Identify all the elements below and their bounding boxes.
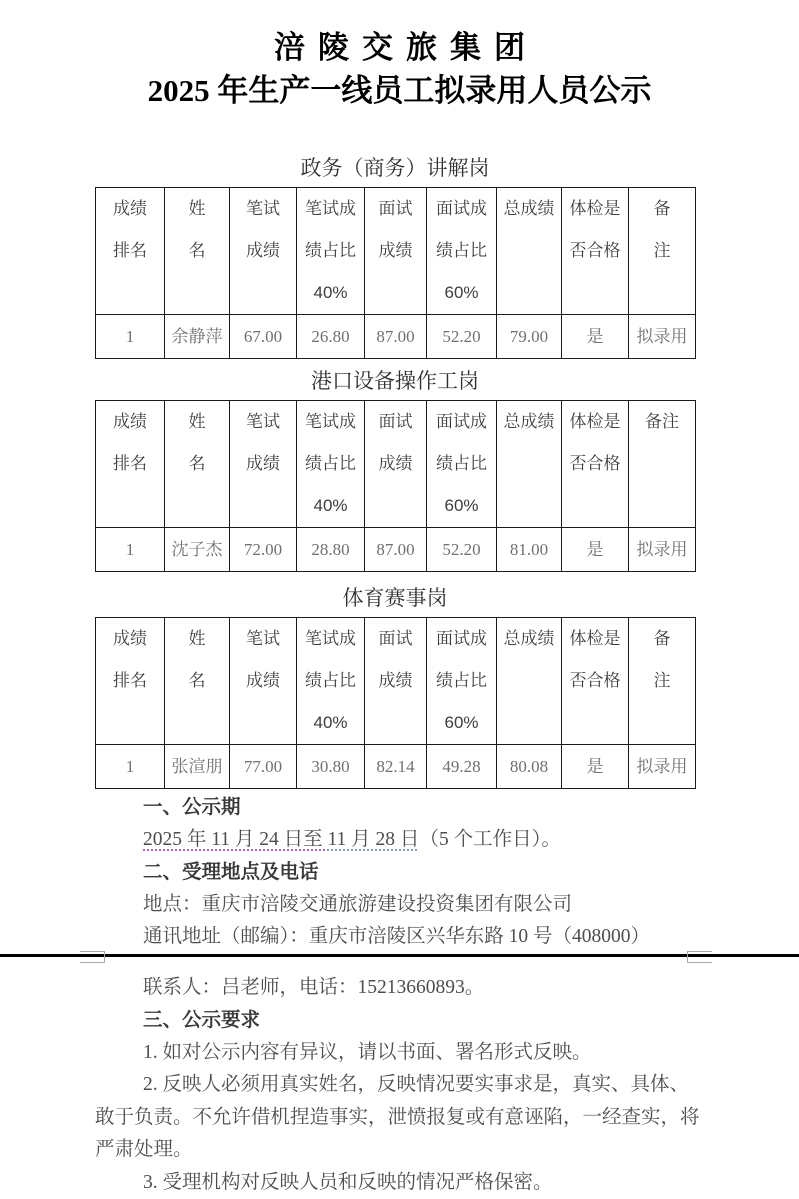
header-cell-line: 面试 xyxy=(365,618,426,660)
header-cell xyxy=(497,401,562,528)
header-cell-line: 排名 xyxy=(96,443,164,485)
header-cell xyxy=(562,401,629,528)
notice-paragraph: 联系人：吕老师，电话：15213660893。 xyxy=(95,972,703,1005)
header-cell-line: 绩占比 xyxy=(427,443,496,485)
header-cell xyxy=(365,188,427,315)
score-table xyxy=(95,187,696,359)
table-cell: 1 xyxy=(96,528,165,572)
table-cell: 67.00 xyxy=(230,315,297,359)
header-cell-line: 40% xyxy=(297,485,364,527)
header-cell-line: 成绩 xyxy=(365,660,426,702)
header-cell-line: 体检是 xyxy=(562,618,628,660)
header-cell xyxy=(96,401,165,528)
page-margin-marker-right-icon xyxy=(687,951,712,963)
table-cell: 87.00 xyxy=(365,528,427,572)
table-cell: 余静萍 xyxy=(165,315,230,359)
header-cell-line: 面试成 xyxy=(427,188,496,230)
header-cell-line: 成绩 xyxy=(365,443,426,485)
table-cell: 30.80 xyxy=(297,745,365,789)
notice-paragraph: 2. 反映人必须用真实姓名，反映情况要实事求是，真实、具体、敢于负责。不允许借机捏造事实，泄愤报复或有意诬陷，一经查实，将严肃处理。 xyxy=(95,1069,703,1167)
table-cell: 77.00 xyxy=(230,745,297,789)
notice-heading: 一、公示期 xyxy=(95,791,703,824)
table-cell: 是 xyxy=(562,315,629,359)
notice-paragraph: 通讯地址（邮编）：重庆市涪陵区兴华东路 10 号（408000） xyxy=(95,921,703,954)
table-cell: 沈子杰 xyxy=(165,528,230,572)
header-cell xyxy=(165,401,230,528)
header-cell-line: 体检是 xyxy=(562,401,628,443)
header-cell-line: 40% xyxy=(297,702,364,744)
header-cell-line: 面试 xyxy=(365,188,426,230)
page-break xyxy=(0,954,799,972)
header-cell-line: 备 xyxy=(629,618,695,660)
header-cell-line: 备 xyxy=(629,188,695,230)
header-cell-line: 40% xyxy=(297,272,364,314)
notice-paragraph: 1. 如对公示内容有异议，请以书面、署名形式反映。 xyxy=(95,1037,703,1070)
header-cell-line: 笔试 xyxy=(230,618,296,660)
header-cell-line: 排名 xyxy=(96,230,164,272)
header-cell xyxy=(165,188,230,315)
notice-paragraph: 地点：重庆市涪陵交通旅游建设投资集团有限公司 xyxy=(95,889,703,922)
header-cell xyxy=(230,618,297,745)
header-cell-line: 姓 xyxy=(165,401,229,443)
table-cell: 52.20 xyxy=(427,528,497,572)
header-cell xyxy=(365,401,427,528)
underlined-date: 2025 年 11 月 24 日至 xyxy=(143,829,328,850)
header-cell xyxy=(562,618,629,745)
header-cell-line: 面试成 xyxy=(427,401,496,443)
notice-heading: 三、公示要求 xyxy=(95,1004,703,1037)
header-cell xyxy=(297,618,365,745)
table-row xyxy=(96,315,696,359)
header-cell-line: 名 xyxy=(165,443,229,485)
header-cell-line: 否合格 xyxy=(562,660,628,702)
header-cell-line: 成绩 xyxy=(96,401,164,443)
doc-title-line1: 涪陵交旅集团 xyxy=(0,26,799,69)
header-cell xyxy=(497,188,562,315)
header-cell xyxy=(629,401,696,528)
header-cell-line: 绩占比 xyxy=(297,443,364,485)
header-cell xyxy=(365,618,427,745)
notice-paragraph xyxy=(95,824,703,857)
table-cell: 72.00 xyxy=(230,528,297,572)
table-title: 政务（商务）讲解岗 xyxy=(95,154,695,184)
header-cell-line: 60% xyxy=(427,272,496,314)
header-cell-line: 总成绩 xyxy=(497,618,561,660)
header-cell xyxy=(427,401,497,528)
notice-paragraph: 3. 受理机构对反映人员和反映的情况严格保密。 xyxy=(95,1167,703,1199)
header-cell-line: 成绩 xyxy=(96,618,164,660)
header-cell-line: 绩占比 xyxy=(297,230,364,272)
job-section xyxy=(95,367,695,572)
table-cell: 26.80 xyxy=(297,315,365,359)
header-cell-line: 成绩 xyxy=(365,230,426,272)
header-cell xyxy=(297,401,365,528)
table-cell: 79.00 xyxy=(497,315,562,359)
header-cell-line: 注 xyxy=(629,660,695,702)
table-cell: 87.00 xyxy=(365,315,427,359)
doc-title xyxy=(0,0,799,112)
header-cell-line: 姓 xyxy=(165,618,229,660)
table-title: 体育赛事岗 xyxy=(95,584,695,614)
header-cell-line: 笔试成 xyxy=(297,618,364,660)
table-title: 港口设备操作工岗 xyxy=(95,367,695,397)
table-row xyxy=(96,745,696,789)
header-cell-line: 姓 xyxy=(165,188,229,230)
table-header-row xyxy=(96,401,696,528)
notice-heading: 二、受理地点及电话 xyxy=(95,856,703,889)
header-cell-line: 绩占比 xyxy=(297,660,364,702)
header-cell-line: 注 xyxy=(629,230,695,272)
header-cell-line: 成绩 xyxy=(230,230,296,272)
header-cell-line: 笔试 xyxy=(230,401,296,443)
table-cell: 80.08 xyxy=(497,745,562,789)
page-margin-marker-left-icon xyxy=(80,951,105,963)
header-cell-line: 成绩 xyxy=(230,443,296,485)
text-run: （5 个工作日）。 xyxy=(419,829,560,850)
header-cell-line: 名 xyxy=(165,660,229,702)
table-header-row xyxy=(96,188,696,315)
header-cell xyxy=(427,188,497,315)
table-cell: 拟录用 xyxy=(629,528,696,572)
header-cell xyxy=(230,401,297,528)
table-cell: 是 xyxy=(562,745,629,789)
table-cell: 49.28 xyxy=(427,745,497,789)
header-cell-line: 笔试成 xyxy=(297,188,364,230)
header-cell-line: 总成绩 xyxy=(497,188,561,230)
header-cell-line: 面试 xyxy=(365,401,426,443)
underlined-date: 11 月 28 日 xyxy=(328,829,420,850)
table-cell: 28.80 xyxy=(297,528,365,572)
header-cell-line: 60% xyxy=(427,485,496,527)
header-cell xyxy=(562,188,629,315)
header-cell xyxy=(497,618,562,745)
header-cell xyxy=(230,188,297,315)
header-cell-line: 体检是 xyxy=(562,188,628,230)
header-cell-line: 成绩 xyxy=(230,660,296,702)
header-cell xyxy=(427,618,497,745)
table-cell: 拟录用 xyxy=(629,745,696,789)
page-break-line xyxy=(0,954,799,957)
header-cell-line: 笔试 xyxy=(230,188,296,230)
table-cell: 1 xyxy=(96,745,165,789)
header-cell-line: 绩占比 xyxy=(427,230,496,272)
header-cell xyxy=(297,188,365,315)
table-cell: 拟录用 xyxy=(629,315,696,359)
header-cell xyxy=(165,618,230,745)
header-cell-line: 总成绩 xyxy=(497,401,561,443)
header-cell-line: 60% xyxy=(427,702,496,744)
header-cell xyxy=(629,188,696,315)
header-cell-line: 面试成 xyxy=(427,618,496,660)
score-table xyxy=(95,617,696,789)
table-cell: 是 xyxy=(562,528,629,572)
doc-title-line2: 2025 年生产一线员工拟录用人员公示 xyxy=(0,69,799,112)
table-cell: 81.00 xyxy=(497,528,562,572)
header-cell-line: 名 xyxy=(165,230,229,272)
job-sections xyxy=(0,154,799,789)
header-cell-line: 笔试成 xyxy=(297,401,364,443)
table-cell: 1 xyxy=(96,315,165,359)
header-cell-line: 排名 xyxy=(96,660,164,702)
header-cell-line: 否合格 xyxy=(562,443,628,485)
header-cell-line: 绩占比 xyxy=(427,660,496,702)
score-table xyxy=(95,400,696,572)
table-row xyxy=(96,528,696,572)
notice-body xyxy=(0,791,799,1199)
job-section xyxy=(95,154,695,359)
table-cell: 52.20 xyxy=(427,315,497,359)
header-cell-line: 否合格 xyxy=(562,230,628,272)
table-cell: 张渲朋 xyxy=(165,745,230,789)
table-header-row xyxy=(96,618,696,745)
header-cell-line: 备注 xyxy=(629,401,695,443)
header-cell xyxy=(96,188,165,315)
table-cell: 82.14 xyxy=(365,745,427,789)
header-cell-line: 成绩 xyxy=(96,188,164,230)
job-section xyxy=(95,584,695,789)
header-cell xyxy=(629,618,696,745)
header-cell xyxy=(96,618,165,745)
